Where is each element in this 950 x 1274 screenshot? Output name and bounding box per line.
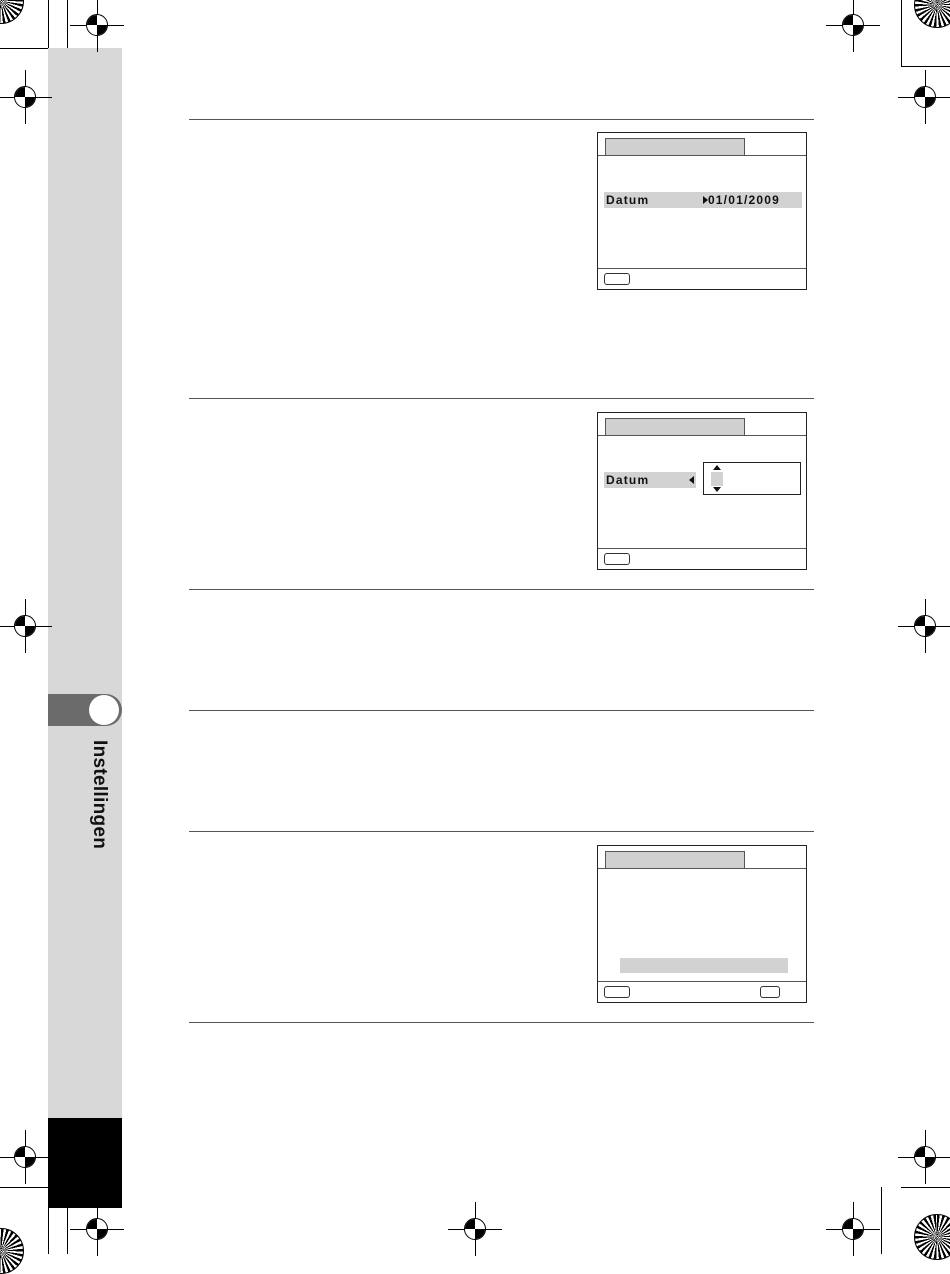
menu-button-icon — [604, 273, 630, 285]
date-row[interactable] — [604, 192, 802, 208]
color-rosette-icon — [914, 0, 950, 28]
registration-mark-icon — [14, 86, 36, 108]
arrow-up-icon — [713, 465, 721, 470]
date-row[interactable] — [604, 472, 696, 488]
registration-mark-icon — [86, 14, 108, 36]
menu-button-icon — [604, 986, 630, 998]
highlight-bar[interactable] — [620, 958, 788, 973]
camera-screen-date — [597, 132, 807, 290]
picker-selected-cell — [711, 472, 723, 486]
section-rule — [189, 119, 814, 120]
menu-tab — [605, 851, 745, 868]
registration-mark-icon — [914, 86, 936, 108]
section-rule — [189, 710, 814, 711]
registration-mark-icon — [914, 615, 936, 637]
registration-mark-icon — [842, 14, 864, 36]
registration-mark-icon — [86, 1218, 108, 1240]
section-rule — [189, 831, 814, 832]
color-rosette-icon — [0, 1228, 24, 1274]
sidebar-black-block — [48, 1118, 122, 1208]
date-value: 01/01/2009 — [707, 193, 780, 207]
registration-mark-icon — [14, 1146, 36, 1168]
menu-button-icon — [604, 553, 630, 565]
menu-tab — [605, 418, 745, 435]
registration-mark-icon — [914, 1146, 936, 1168]
arrow-left-icon — [689, 476, 694, 484]
camera-screen-confirm — [597, 845, 807, 1003]
date-label: Datum — [606, 473, 650, 487]
registration-mark-icon — [14, 615, 36, 637]
sidebar-band — [48, 48, 122, 1208]
ok-button-icon — [760, 986, 780, 998]
date-label: Datum — [606, 193, 650, 207]
arrow-down-icon — [713, 487, 721, 492]
date-picker-box[interactable] — [703, 462, 801, 495]
registration-mark-icon — [464, 1218, 486, 1240]
section-label: Instellingen — [89, 740, 110, 850]
camera-screen-date-picker — [597, 412, 807, 570]
color-rosette-icon — [914, 1214, 950, 1260]
color-rosette-icon — [0, 0, 24, 24]
menu-tab — [605, 138, 745, 155]
chapter-number-circle — [89, 695, 119, 725]
section-rule — [189, 589, 814, 590]
registration-mark-icon — [842, 1218, 864, 1240]
section-rule — [189, 398, 814, 399]
section-rule — [189, 1022, 814, 1023]
